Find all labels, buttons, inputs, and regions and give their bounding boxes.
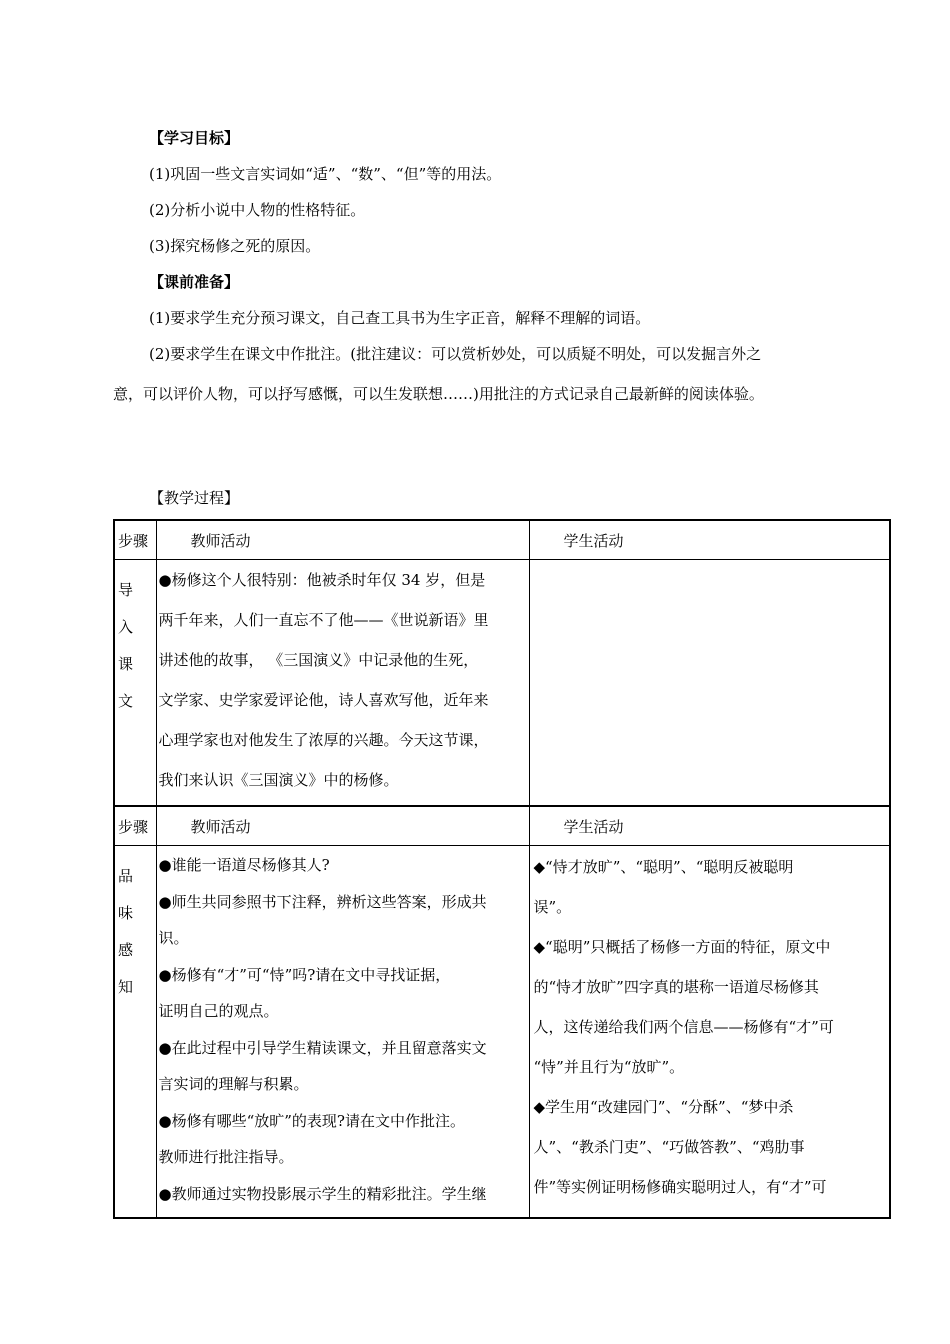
student-line: ◆“恃才放旷”、“聪明”、“聪明反被聪明 xyxy=(533,858,794,876)
prep-item-2-line1: (2)要求学生在课文中作批注。(批注建议：可以赏析妙处，可以质疑不明处，可以发掘言外之 xyxy=(149,345,762,363)
student-line: “恃”并且行为“放旷”。 xyxy=(533,1058,685,1076)
teacher-line: 教师进行批注指导。 xyxy=(158,1148,294,1166)
step-char: 味 xyxy=(118,904,134,922)
teacher-line: 我们来认识《三国演义》中的杨修。 xyxy=(158,771,399,789)
teacher-line: ●师生共同参照书下注释，辨析这些答案，形成共 xyxy=(158,892,487,911)
process-heading: 【教学过程】 xyxy=(149,489,240,507)
teacher-line: ●在此过程中引导学生精读课文，并且留意落实文 xyxy=(158,1038,487,1057)
student-line: ◆“聪明”只概括了杨修一方面的特征，原文中 xyxy=(533,938,831,956)
step-taste xyxy=(114,846,156,1218)
col-student-header: 学生活动 xyxy=(529,520,890,560)
student-line: ◆学生用“改建园门”、“分酥”、“梦中杀 xyxy=(533,1098,794,1116)
prep-item-1: (1)要求学生充分预习课文，自己查工具书为生字正音，解释不理解的词语。 xyxy=(149,309,651,327)
prep-heading: 【课前准备】 xyxy=(149,273,240,291)
student-line: 人，这传递给我们两个信息——杨修有“才”可 xyxy=(533,1018,834,1036)
teacher-line: ●杨修有哪些“放旷”的表现?请在文中作批注。 xyxy=(158,1111,465,1130)
student-line: 件”等实例证明杨修确实聪明过人，有“才”可 xyxy=(533,1178,827,1196)
teacher-line: 讲述他的故事， 《三国演义》中记录他的生死， xyxy=(158,651,479,669)
goals-heading: 【学习目标】 xyxy=(149,129,240,147)
step-char: 品 xyxy=(118,867,134,885)
col-step-header: 步骤 xyxy=(114,520,156,560)
table-row-intro xyxy=(114,560,890,806)
table-row-taste xyxy=(114,846,890,1218)
col-teacher-header: 教师活动 xyxy=(156,520,529,560)
step-char: 知 xyxy=(118,978,134,996)
teacher-line: ●杨修有“才”可“恃”吗?请在文中寻找证据， xyxy=(158,965,451,984)
teacher-line: ●教师通过实物投影展示学生的精彩批注。学生继 xyxy=(158,1184,487,1203)
student-activity-taste xyxy=(529,846,890,1218)
student-line: 误”。 xyxy=(533,898,572,916)
step-char: 文 xyxy=(118,692,134,710)
teacher-line: 证明自己的观点。 xyxy=(158,1002,279,1020)
teacher-line: 文学家、史学家爱评论他，诗人喜欢写他，近年来 xyxy=(158,691,489,709)
teacher-activity-taste xyxy=(156,846,529,1218)
prep-item-2-line2: 意，可以评价人物，可以抒写感慨，可以生发联想……)用批注的方式记录自己最新鲜的阅读体验。 xyxy=(113,385,764,403)
col-step-header: 步骤 xyxy=(114,806,156,846)
goal-item-2: (2)分析小说中人物的性格特征。 xyxy=(149,201,366,219)
col-teacher-header: 教师活动 xyxy=(156,806,529,846)
teacher-line: 言实词的理解与积累。 xyxy=(158,1075,309,1093)
goal-item-3: (3)探究杨修之死的原因。 xyxy=(149,237,321,255)
student-line: 人”、“教杀门吏”、“巧做答教”、“鸡肋事 xyxy=(533,1138,805,1156)
process-table-1 xyxy=(113,519,891,807)
process-table-2 xyxy=(113,805,891,1219)
step-char: 课 xyxy=(118,655,134,673)
goal-item-1: (1)巩固一些文言实词如“适”、“数”、“但”等的用法。 xyxy=(149,165,502,183)
teacher-line: ●杨修这个人很特别：他被杀时年仅 34 岁，但是 xyxy=(158,571,486,589)
col-student-header: 学生活动 xyxy=(529,806,890,846)
step-char: 导 xyxy=(118,581,134,599)
teacher-line: 心理学家也对他发生了浓厚的兴趣。今天这节课， xyxy=(158,731,489,749)
table-header-row xyxy=(114,806,890,846)
step-char: 感 xyxy=(118,941,134,959)
table-header-row xyxy=(114,520,890,560)
step-intro xyxy=(114,560,156,806)
step-char: 入 xyxy=(118,618,134,636)
student-line: 的“恃才放旷”四字真的堪称一语道尽杨修其 xyxy=(533,978,819,996)
teacher-line: 两千年来，人们一直忘不了他——《世说新语》里 xyxy=(158,611,489,629)
teacher-line: 识。 xyxy=(158,929,189,947)
teacher-line: ●谁能一语道尽杨修其人? xyxy=(158,856,330,874)
teacher-activity-intro xyxy=(156,560,529,806)
student-activity-intro xyxy=(529,560,890,806)
